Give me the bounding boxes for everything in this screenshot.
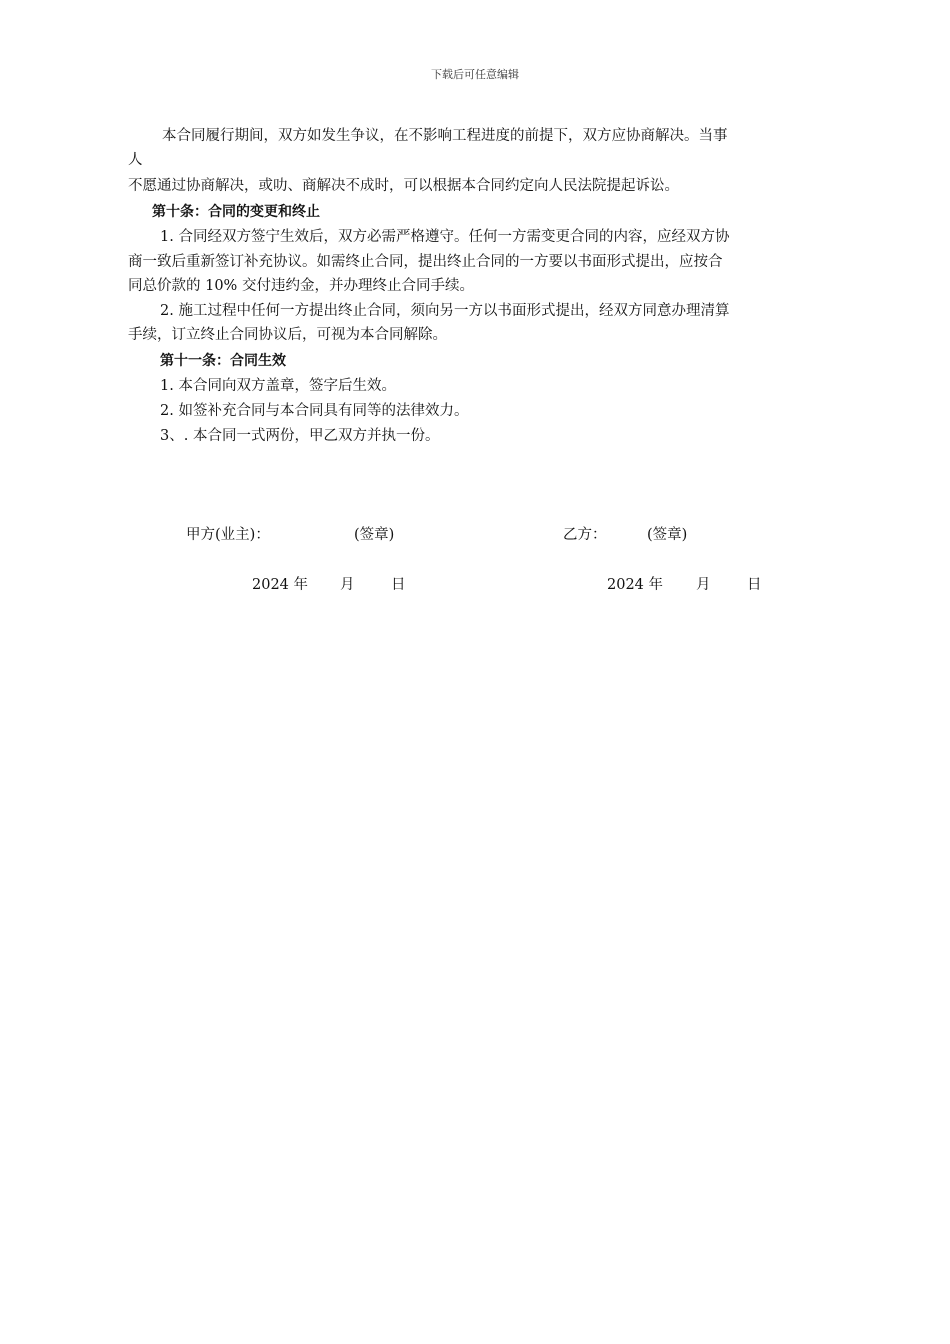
paragraph-line: 1. 合同经双方签宁生效后，双方必需严格遵守。任何一方需变更合同的内容，应经双方协 bbox=[160, 229, 730, 245]
party-a-date-year: 2024 年 bbox=[252, 577, 309, 593]
paragraph-line: 3、. 本合同一式两份，甲乙双方并执一份。 bbox=[160, 428, 440, 444]
paragraph-line: 2. 施工过程中任何一方提出终止合同，须向另一方以书面形式提出，经双方同意办理清算 bbox=[160, 303, 730, 319]
paragraph-line: 不愿通过协商解决，或叻、商解决不成时，可以根据本合同约定向人民法院提起诉讼。 bbox=[128, 178, 679, 194]
paragraph-line: 同总价款的 10% 交付违约金，并办理终止合同手续。 bbox=[128, 278, 474, 294]
party-a-seal: (签章) bbox=[354, 527, 395, 543]
section-heading-10: 第十条：合同的变更和终止 bbox=[152, 204, 320, 220]
page-header: 下载后可任意编辑 bbox=[431, 68, 519, 81]
paragraph-line: 手续，订立终止合同协议后，可视为本合同解除。 bbox=[128, 327, 447, 343]
paragraph-line: 2. 如签补充合同与本合同具有同等的法律效力。 bbox=[160, 403, 469, 419]
party-b-date-month: 月 bbox=[696, 577, 711, 593]
section-heading-11: 第十一条：合同生效 bbox=[160, 353, 286, 369]
party-a-date-month: 月 bbox=[340, 577, 355, 593]
paragraph-line: 商一致后重新签订补充协议。如需终止合同，提出终止合同的一方要以书面形式提出，应按合 bbox=[128, 254, 723, 270]
paragraph-line: 1. 本合同向双方盖章，签字后生效。 bbox=[160, 378, 396, 394]
party-b-seal: (签章) bbox=[647, 527, 688, 543]
party-a-date-day: 日 bbox=[391, 577, 406, 593]
party-b-date-year: 2024 年 bbox=[607, 577, 664, 593]
party-b-date-day: 日 bbox=[747, 577, 762, 593]
party-a-label: 甲方(业主)： bbox=[186, 527, 270, 543]
paragraph-line: 人 bbox=[128, 152, 143, 168]
paragraph-line: 本合同履行期间，双方如发生争议，在不影响工程进度的前提下，双方应协商解决。当事 bbox=[162, 128, 728, 144]
party-b-label: 乙方： bbox=[563, 527, 607, 543]
